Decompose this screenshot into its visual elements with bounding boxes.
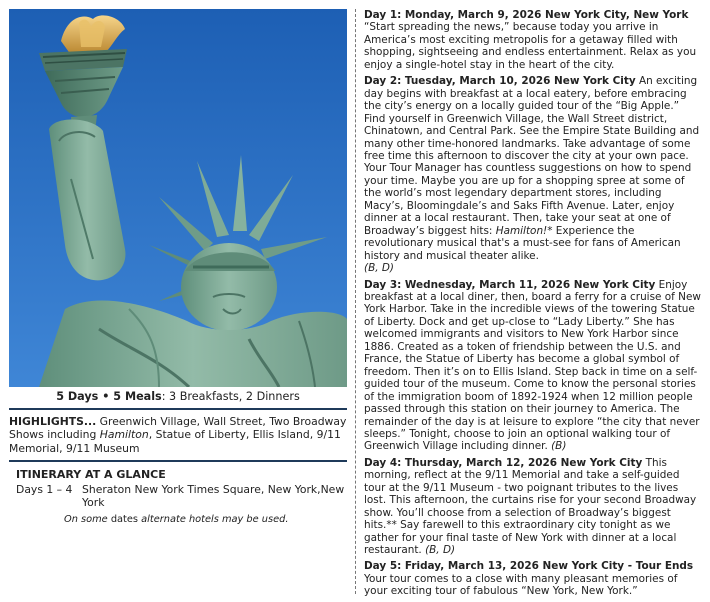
glance-days: Days 1 – 4 [16,483,73,496]
itinerary-at-a-glance [16,468,346,525]
highlights-show: Hamilton [99,428,149,442]
highlights-section [9,415,347,455]
day-3 [364,279,702,453]
day-2-text-end: * Experience the revolutionary musical that's a must-see for fans of American history and musical theater alike. [364,224,681,262]
trip-stats [9,390,347,404]
itinerary-column [364,9,702,602]
glance-row [16,483,346,510]
glance-note-c: alternate hotels may be used. [138,513,289,525]
day-4-title: Day 4: Thursday, March 12, 2026 New York City [364,456,643,469]
day-1-title: Day 1: Monday, March 9, 2026 New York City, New York [364,9,689,21]
day-5-text: Your tour comes to a close with many pleasant memories of your exciting tour of fabulous “New York, New York.” [364,572,678,598]
day-2-show: Hamilton! [495,224,548,237]
section-divider [9,460,347,462]
day-4 [364,457,702,557]
day-2-title: Day 2: Tuesday, March 10, 2026 New York City [364,75,636,88]
stats-separator: • [98,390,114,403]
day-1 [364,9,702,71]
highlights-label: HIGHLIGHTS... [9,415,97,428]
column-divider [355,9,356,594]
glance-note-b: dates [110,513,139,525]
day-4-meals: (B, D) [425,544,456,557]
highlights-text: Greenwich Village, Wall Street, Two Broadway Shows including [9,415,347,442]
glance-note [64,514,346,525]
days-count: 5 Days [56,390,99,403]
glance-note-a: On some [64,513,111,525]
day-2 [364,75,702,274]
day-3-meals: (B) [551,440,567,453]
glance-title: ITINERARY AT A GLANCE [16,468,166,481]
glance-hotel: Sheraton New York Times Square, New York,New York [82,483,345,510]
highlights-text-end: , Statue of Liberty, Ellis Island, 9/11 Memorial, 9/11 Museum [9,428,341,455]
day-2-meals: (B, D) [364,262,394,275]
day-4-text: This morning, reflect at the 9/11 Memorial and take a self-guided tour at the 9/11 Museum - two poignant tributes to the lives lost. This afternoon, the curtains rise for your second Broadway show. You’ll choose from a selection of Broadway’s biggest hits.** Say farewell to this extraordinary city tonight as we gather for your final taste of New York with dinner at a local restaurant. [364,456,697,557]
day-5 [364,560,702,597]
meals-count: 5 Meals [113,390,162,403]
day-5-title: Day 5: Friday, March 13, 2026 New York City - Tour Ends [364,560,694,573]
day-3-title: Day 3: Wednesday, March 11, 2026 New York City [364,278,656,291]
section-divider [9,408,347,410]
meals-detail: : 3 Breakfasts, 2 Dinners [161,390,300,403]
day-3-text: Enjoy breakfast at a local diner, then, board a ferry for a cruise of New York Harbor. Take in the incredible views of the towering Statue of Liberty. Dock and get up-close to “Lady Liberty.” She has welcomed immigrants and visitors to New York Harbor since 1886. Created as a token of friendship between the U.S. and France, the Statue of Liberty has become a global symbol of freedom. Then it’s on to Ellis Island. Step back in time on a self-guided tour of the museum. Come to know the personal stories of the immigration boom of 1892-1924 when 12 million people passed through this station on their journey to America. The remainder of the day is at leisure to explore “the city that never sleeps.” Tonight, choose to join an optional walking tour of Greenwich Village including dinner. [364,278,701,453]
statue-of-liberty-photo [9,9,347,387]
day-1-text: “Start spreading the news,” because today you arrive in America’s most exciting metropolis for a getaway filled with shopping, sightseeing and endless entertainment. Relax as you enjoy a single-hotel stay in the heart of the city. [364,21,697,71]
day-2-text: An exciting day begins with breakfast at a local eatery, before embracing the city’s energy on a locally guided tour of the “Big Apple.” Find yourself in Greenwich Village, the Wall Street district, Chinatown, and Central Park. See the Empire State Building and many other time-honored landmarks. Take advantage of some free time this afternoon to discover the city at your own pace. Your Tour Manager has countless suggestions on how to spend your time. Maybe you are up for a shopping spree at some of the world’s most legendary department stores, including Macy’s, Bloomingdale’s and Saks Fifth Avenue. Later, enjoy dinner at a local restaurant. Then, take your seat at one of Broadway’s biggest hits: [364,75,700,237]
